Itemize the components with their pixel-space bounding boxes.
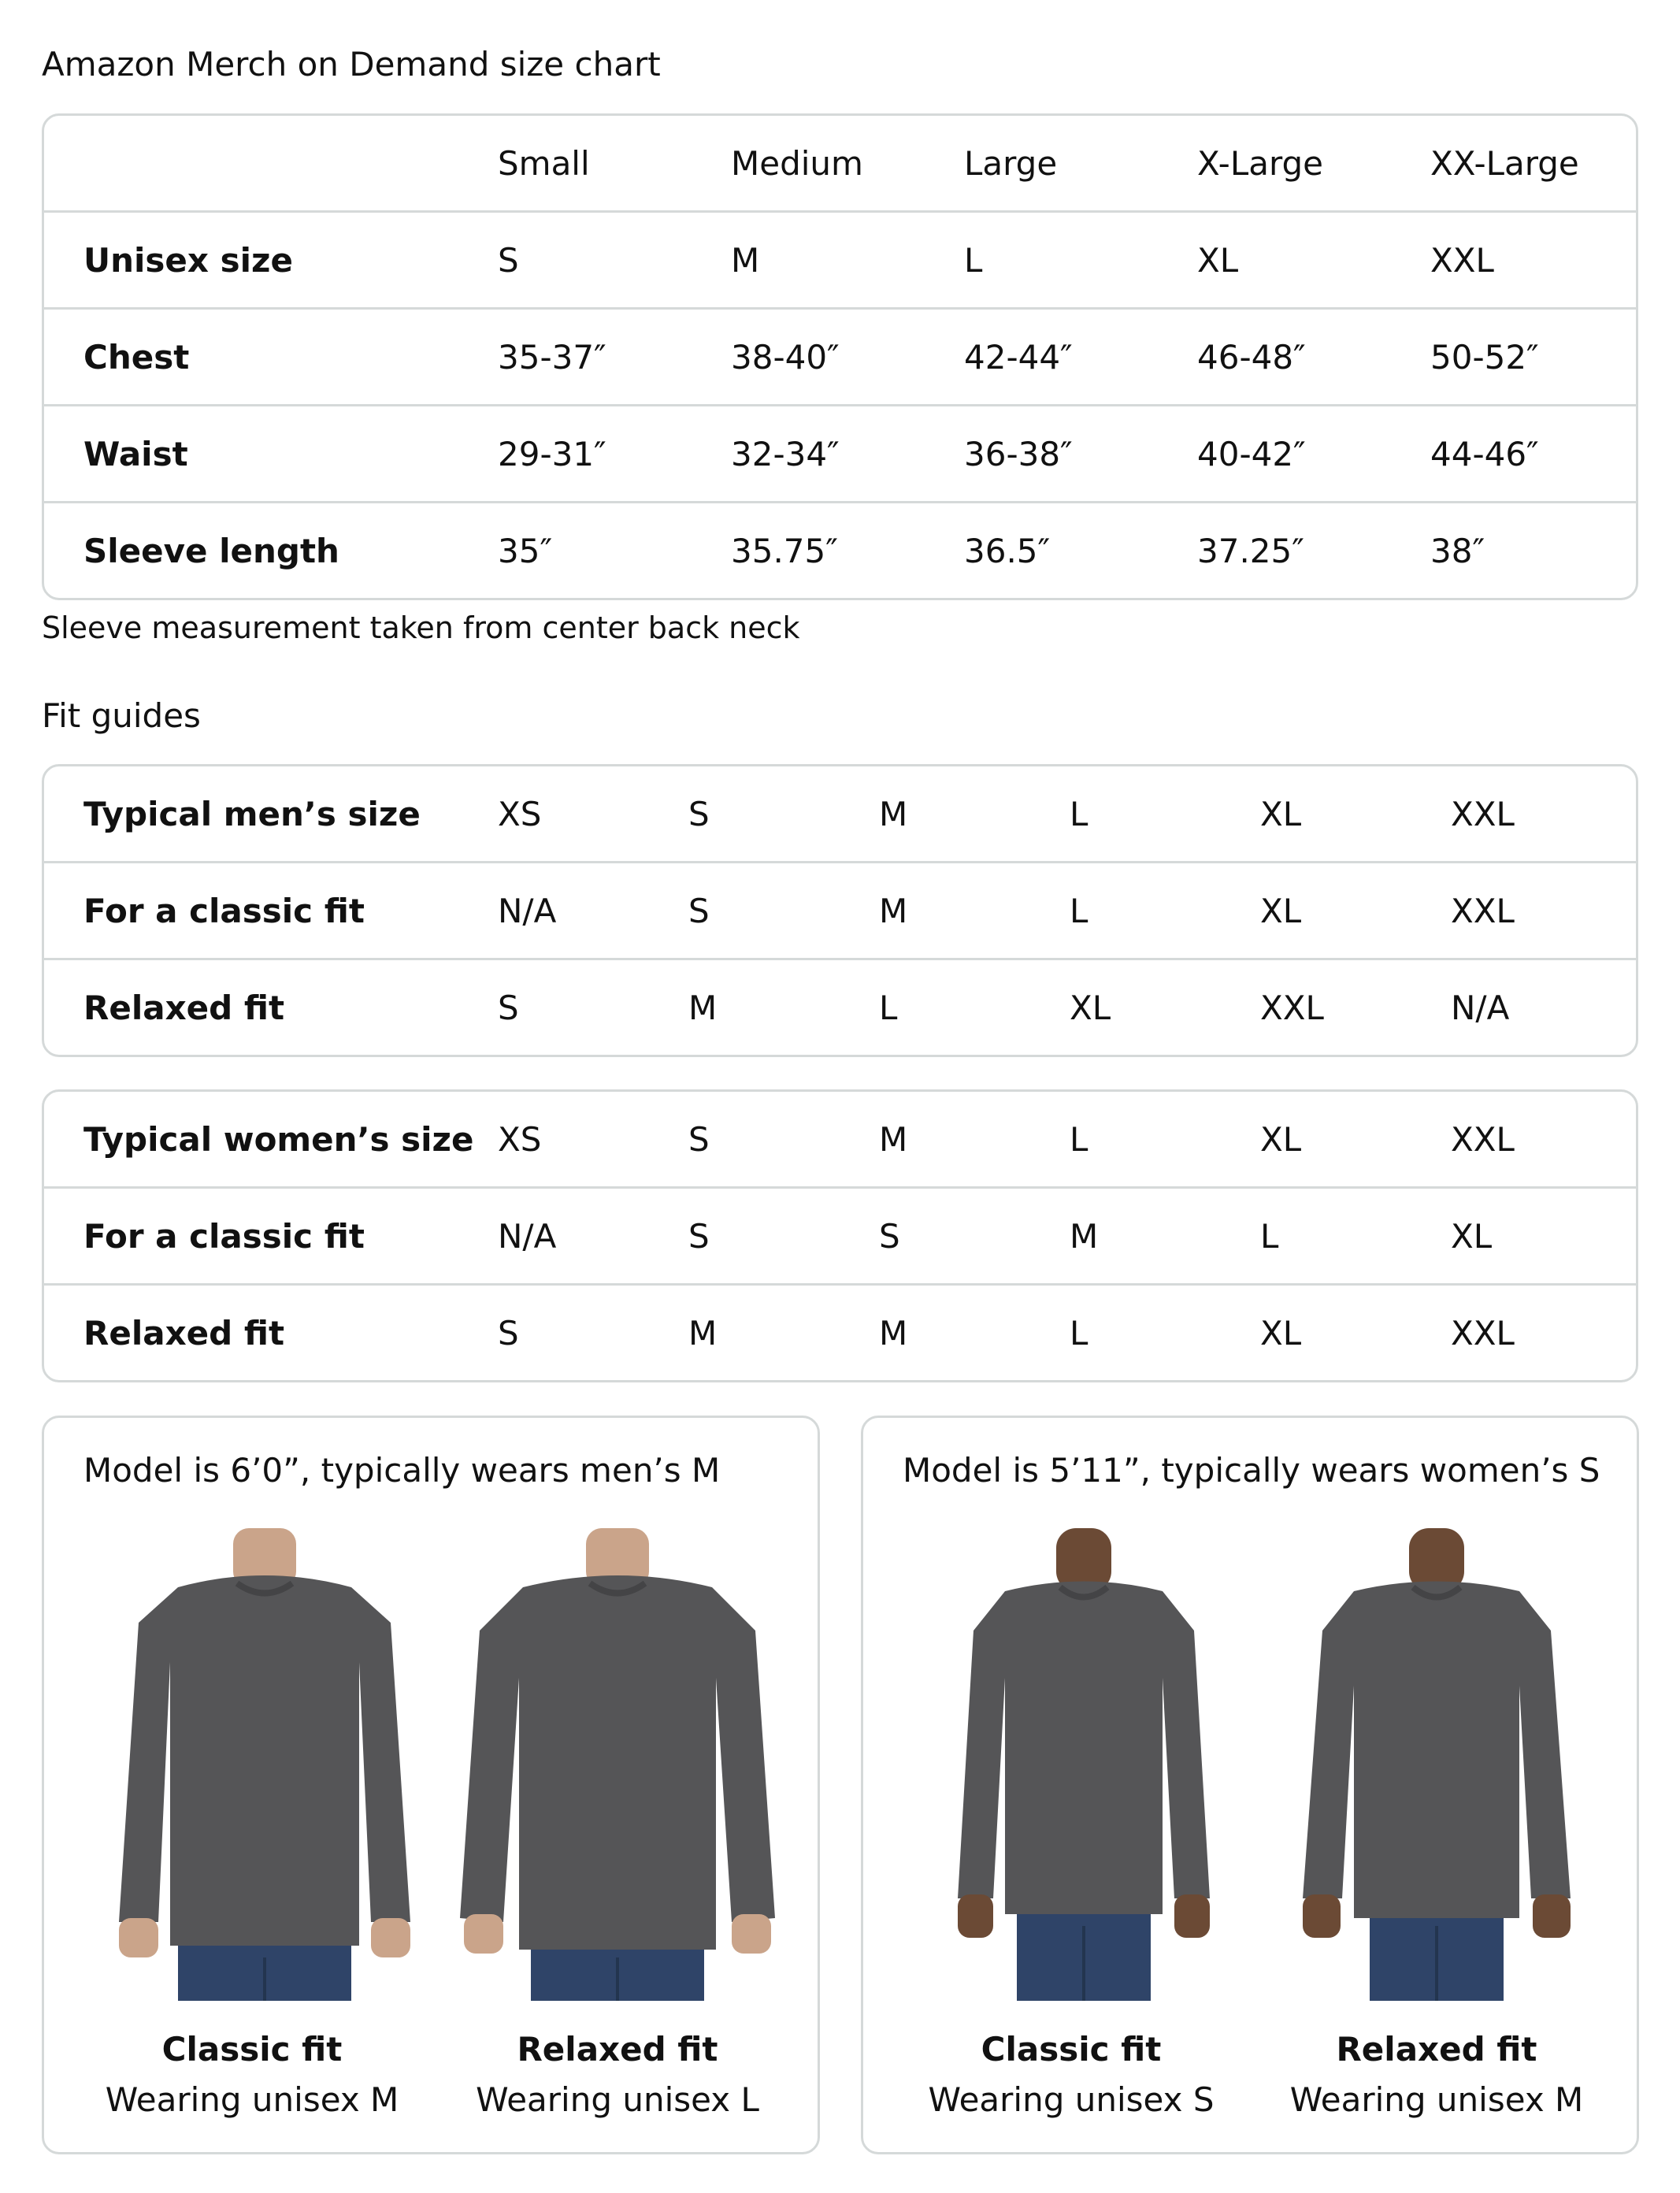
table-row — [44, 212, 1638, 309]
table-row — [44, 309, 1638, 406]
table-cell: L — [879, 988, 898, 1027]
table-cell: M — [879, 766, 1070, 863]
table-cell: 29-31″ — [498, 406, 731, 503]
size-chart-title: Amazon Merch on Demand size chart — [42, 45, 661, 83]
table-cell: S — [498, 988, 519, 1027]
table-cell: XL — [1260, 863, 1451, 959]
row-label: Typical men’s size — [44, 766, 498, 863]
table-cell: XL — [1260, 1092, 1451, 1188]
column-header: Small — [498, 116, 731, 212]
womens-fit-table — [42, 1089, 1638, 1382]
table-cell: 50-52″ — [1430, 309, 1638, 406]
womens-model-card — [861, 1416, 1639, 2154]
table-cell: S — [498, 212, 731, 309]
table-cell: XXL — [1260, 988, 1324, 1027]
column-header: Large — [964, 116, 1197, 212]
figure-caption — [898, 2024, 1244, 2125]
table-cell: XL — [1197, 212, 1430, 309]
table-cell: S — [688, 1092, 879, 1188]
table-cell: XXL — [1430, 212, 1638, 309]
table-row — [44, 503, 1638, 599]
table-cell: N/A — [1451, 988, 1510, 1027]
table-row — [44, 863, 1638, 959]
sweater-figure-icon — [452, 1528, 783, 2001]
figure-caption — [1263, 2024, 1610, 2125]
column-header: X-Large — [1197, 116, 1430, 212]
table-cell: S — [688, 863, 879, 959]
row-label: Relaxed fit — [83, 1313, 285, 1353]
model-photo-relaxed-fit — [452, 1528, 783, 2001]
table-cell: M — [1070, 1188, 1260, 1285]
figure-caption — [79, 2024, 425, 2125]
table-cell: XS — [498, 1092, 688, 1188]
model-photo-classic-fit — [99, 1528, 430, 2001]
table-row — [44, 406, 1638, 503]
row-label: Typical women’s size — [44, 1092, 498, 1188]
table-cell: XXL — [1451, 1313, 1515, 1353]
row-label: Chest — [44, 309, 498, 406]
table-cell: XS — [498, 766, 688, 863]
table-cell: XXL — [1451, 766, 1638, 863]
table-cell: 32-34″ — [731, 406, 964, 503]
table-cell: L — [1070, 1092, 1260, 1188]
table-cell: XL — [1260, 1313, 1302, 1353]
table-cell: 35-37″ — [498, 309, 731, 406]
sweater-figure-icon — [1271, 1528, 1602, 2001]
wearing-label: Wearing unisex M — [105, 2080, 399, 2119]
table-cell: 38″ — [1430, 531, 1485, 570]
row-label: Relaxed fit — [83, 988, 285, 1027]
column-header: Medium — [731, 116, 964, 212]
wearing-label: Wearing unisex L — [476, 2080, 759, 2119]
table-row — [44, 1092, 1638, 1188]
empty-header-cell — [44, 116, 498, 212]
table-row — [44, 766, 1638, 863]
sweater-figure-icon — [918, 1528, 1249, 2001]
table-cell: S — [879, 1188, 1070, 1285]
table-cell: M — [731, 212, 964, 309]
table-cell: M — [879, 863, 1070, 959]
table-row — [44, 1285, 1638, 1381]
table-cell: N/A — [498, 1188, 688, 1285]
table-cell: L — [1260, 1188, 1451, 1285]
table-cell: M — [688, 1313, 718, 1353]
table-cell: L — [964, 212, 1197, 309]
table-cell: 36.5″ — [964, 531, 1051, 570]
row-label: Unisex size — [44, 212, 498, 309]
table-cell: XL — [1260, 766, 1451, 863]
mens-model-card — [42, 1416, 820, 2154]
size-header-row — [44, 116, 1638, 212]
table-cell: S — [498, 1313, 519, 1353]
wearing-label: Wearing unisex S — [928, 2080, 1215, 2119]
fit-label: Classic fit — [161, 2030, 343, 2069]
row-label: Waist — [44, 406, 498, 503]
fit-guides-title: Fit guides — [42, 696, 201, 735]
table-cell: 40-42″ — [1197, 406, 1430, 503]
table-cell: N/A — [498, 863, 688, 959]
table-cell: XL — [1451, 1188, 1638, 1285]
size-chart-table — [42, 113, 1638, 600]
sleeve-note: Sleeve measurement taken from center back neck — [42, 610, 800, 645]
model-title: Model is 6’0”, typically wears men’s M — [83, 1451, 721, 1490]
table-cell: 35″ — [498, 531, 553, 570]
table-cell: M — [688, 988, 718, 1027]
fit-label: Classic fit — [981, 2030, 1162, 2069]
table-cell: XXL — [1451, 863, 1638, 959]
model-title: Model is 5’11”, typically wears women’s S — [903, 1451, 1600, 1490]
table-cell: 44-46″ — [1430, 406, 1638, 503]
mens-fit-table — [42, 764, 1638, 1057]
table-cell: S — [688, 766, 879, 863]
column-header: XX-Large — [1430, 116, 1638, 212]
model-photo-relaxed-fit — [1271, 1528, 1602, 2001]
fit-label: Relaxed fit — [1336, 2030, 1537, 2069]
table-cell: 46-48″ — [1197, 309, 1430, 406]
table-cell: XL — [1070, 988, 1111, 1027]
table-cell: S — [688, 1188, 879, 1285]
table-cell: 42-44″ — [964, 309, 1197, 406]
table-cell: L — [1070, 1313, 1088, 1353]
row-label: For a classic fit — [44, 1188, 498, 1285]
row-label: Sleeve length — [83, 531, 339, 570]
table-cell: XXL — [1451, 1092, 1638, 1188]
wearing-label: Wearing unisex M — [1289, 2080, 1584, 2119]
table-cell: L — [1070, 766, 1260, 863]
table-cell: 36-38″ — [964, 406, 1197, 503]
table-cell: M — [879, 1092, 1070, 1188]
table-row — [44, 1188, 1638, 1285]
row-label: For a classic fit — [44, 863, 498, 959]
table-cell: 35.75″ — [731, 531, 838, 570]
table-cell: 37.25″ — [1197, 531, 1304, 570]
table-cell: M — [879, 1313, 908, 1353]
model-photo-classic-fit — [918, 1528, 1249, 2001]
table-row — [44, 959, 1638, 1056]
table-cell: 38-40″ — [731, 309, 964, 406]
table-cell: L — [1070, 863, 1260, 959]
sweater-figure-icon — [99, 1528, 430, 2001]
fit-label: Relaxed fit — [517, 2030, 718, 2069]
figure-caption — [444, 2024, 791, 2125]
